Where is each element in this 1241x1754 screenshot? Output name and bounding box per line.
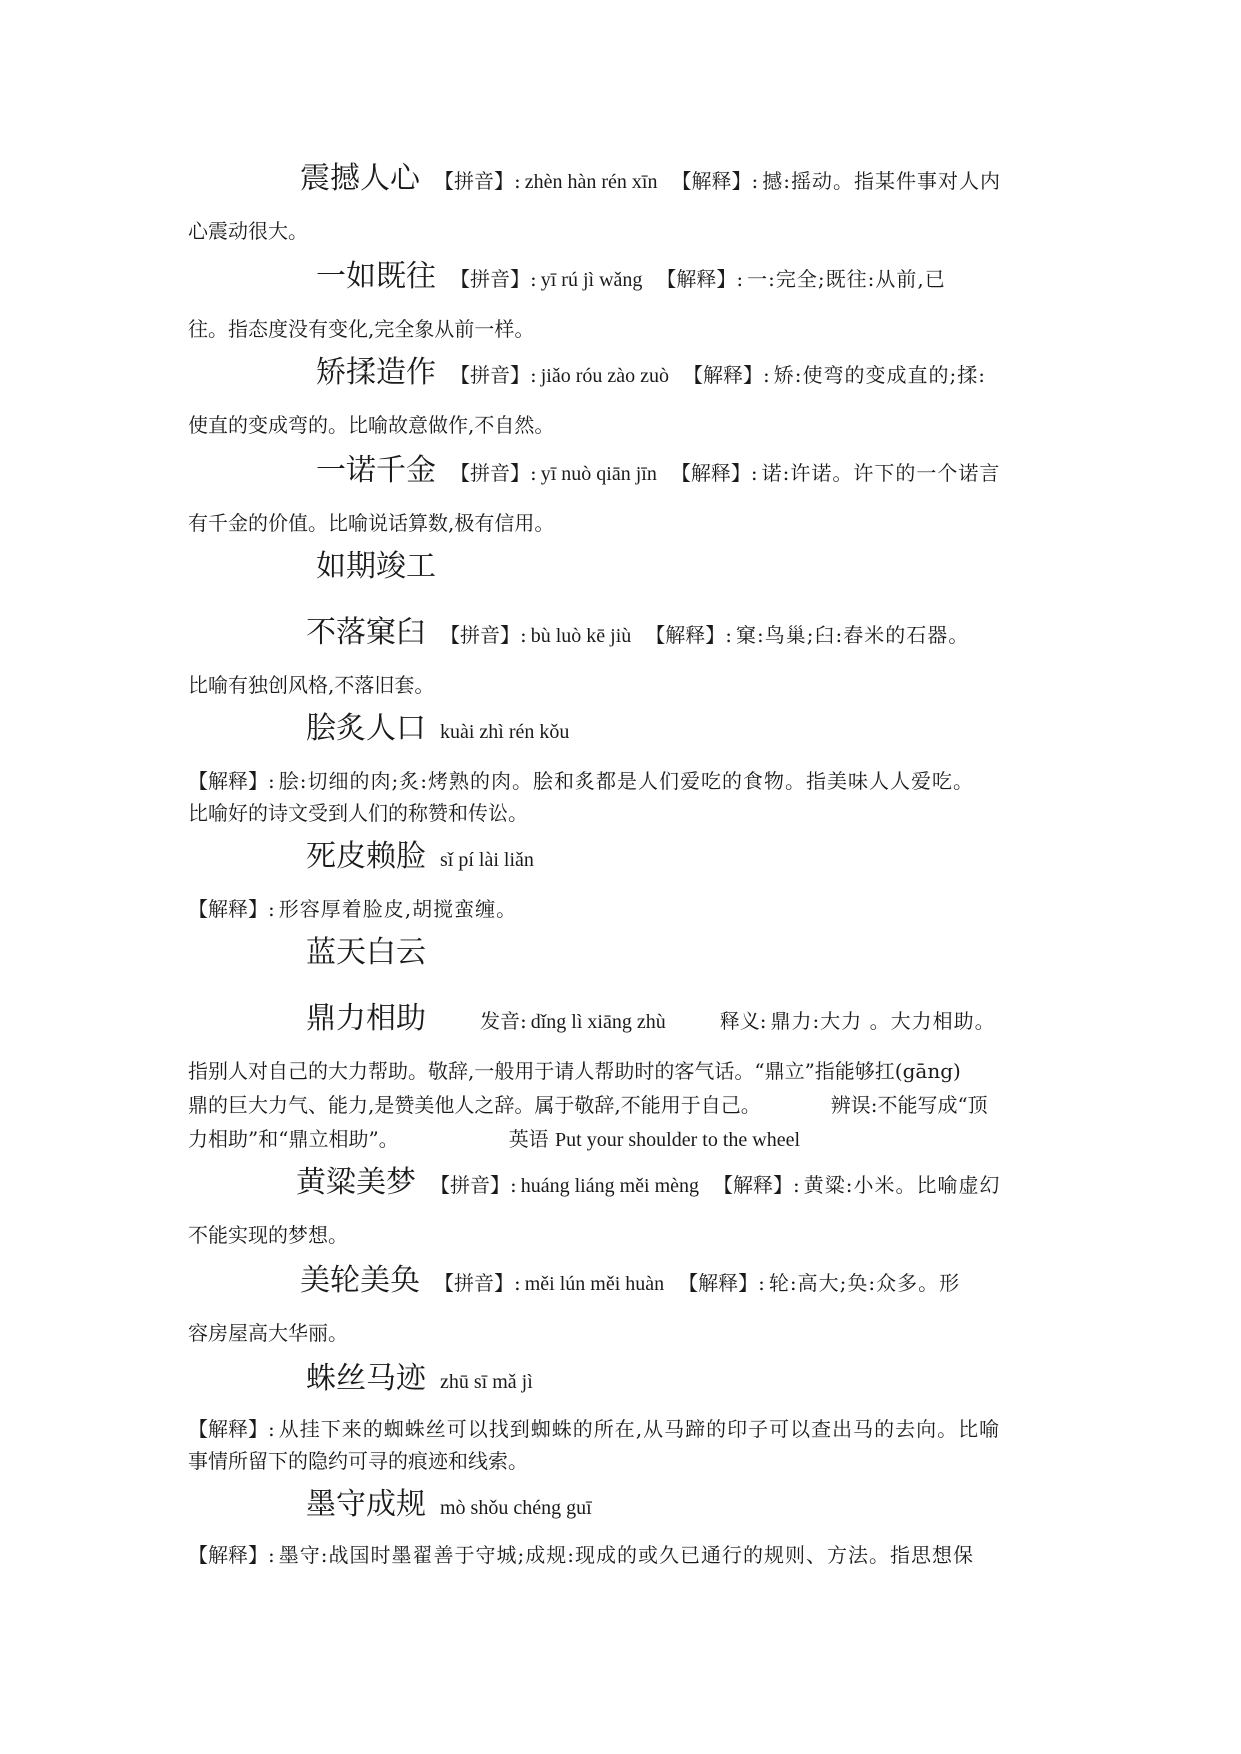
meaning-continuation: 比喻好的诗文受到人们的称赞和传讼。 — [188, 801, 528, 825]
meaning-continuation: 事情所留下的隐约可寻的痕迹和线索。 — [188, 1449, 528, 1473]
meaning-text: 从挂下来的蜘蛛丝可以找到蜘蛛的所在,从马蹄的印子可以查出马的去向。比喻 — [278, 1417, 1001, 1441]
idiom-entry — [306, 1361, 533, 1397]
pinyin: zhū sī mǎ jì — [440, 1371, 533, 1393]
idiom-entry — [316, 355, 986, 391]
idiom-title: 矫揉造作 — [316, 355, 436, 390]
meaning-tag: 【解释】: — [188, 1543, 275, 1567]
pinyin: sǐ pí lài liǎn — [440, 849, 534, 871]
meaning-line — [188, 1414, 1000, 1444]
meaning-line — [188, 894, 517, 924]
correction-note: 辨误:不能写成“顶 — [830, 1093, 988, 1117]
idiom-title: 死皮赖脸 — [306, 839, 426, 874]
meaning-tag: 【解释】: — [645, 623, 733, 647]
meaning-tag: 【解释】: — [188, 897, 275, 921]
idiom-entry — [316, 453, 1001, 489]
meaning-text: 轮:高大;奂:众多。形 — [768, 1271, 961, 1295]
pinyin: měi lún měi huàn — [524, 1273, 665, 1295]
idiom-title: 脍炙人口 — [306, 711, 426, 746]
pinyin: zhèn hàn rén xīn — [524, 171, 658, 193]
pinyin-tag: 【拼音】: — [430, 1173, 517, 1197]
pinyin-tag: 【拼音】: — [450, 363, 537, 387]
meaning-text: 墨守:战国时墨翟善于守城;成规:现成的或久已通行的规则、方法。指思想保 — [278, 1543, 974, 1567]
idiom-entry — [306, 935, 440, 970]
meaning-text: 形容厚着脸皮,胡搅蛮缠。 — [278, 897, 518, 921]
meaning-text: 脍:切细的肉;炙:烤熟的肉。脍和炙都是人们爱吃的食物。指美味人人爱吃。 — [278, 769, 974, 793]
idiom-entry — [316, 259, 946, 295]
idiom-entry — [306, 1001, 996, 1037]
meaning-tag: 【解释】: — [683, 363, 770, 387]
pronunciation-label: 发音: — [480, 1009, 527, 1033]
pinyin-tag: 【拼音】: — [450, 267, 537, 291]
meaning-tag: 【解释】: — [678, 1271, 765, 1295]
pinyin-tag: 【拼音】: — [434, 1271, 521, 1295]
definition-text: 鼎力:大力 。大力相助。 — [770, 1009, 996, 1033]
idiom-entry — [300, 161, 1001, 197]
pinyin: yī rú jì wǎng — [540, 269, 643, 291]
idiom-entry — [306, 1487, 592, 1523]
pinyin: kuài zhì rén kǒu — [440, 721, 570, 743]
meaning-text: 矫:使弯的变成直的;揉: — [773, 363, 986, 387]
idiom-title: 蓝天白云 — [306, 935, 426, 970]
definition-continuation: 指别人对自己的大力帮助。敬辞,一般用于请人帮助时的客气话。“鼎立”指能够扛(gāng) — [188, 1059, 961, 1083]
definition-continuation — [188, 1124, 800, 1155]
idiom-title: 墨守成规 — [306, 1487, 426, 1522]
meaning-text: 窠:鸟巢;臼:舂米的石器。 — [736, 623, 970, 647]
idiom-title: 如期竣工 — [316, 549, 436, 584]
pinyin: mò shǒu chéng guī — [440, 1497, 592, 1519]
idiom-title: 黄粱美梦 — [296, 1165, 416, 1200]
english-label: 英语 — [508, 1127, 549, 1151]
pinyin-tag: 【拼音】: — [440, 623, 527, 647]
meaning-continuation: 使直的变成弯的。比喻故意做作,不自然。 — [188, 413, 555, 437]
idiom-entry — [306, 711, 570, 747]
meaning-text: 撼:摇动。指某件事对人内 — [762, 169, 1001, 193]
idiom-title: 不落窠臼 — [306, 615, 426, 650]
english-translation: Put your shoulder to the wheel — [555, 1129, 801, 1151]
idiom-title: 一如既往 — [316, 259, 436, 294]
pinyin: jiǎo róu zào zuò — [540, 365, 670, 387]
meaning-tag: 【解释】: — [188, 1417, 275, 1441]
meaning-line — [188, 1540, 974, 1570]
idiom-title: 一诺千金 — [316, 453, 436, 488]
idiom-entry — [316, 549, 450, 584]
idiom-entry — [296, 1165, 1001, 1201]
meaning-tag: 【解释】: — [188, 769, 275, 793]
meaning-continuation: 有千金的价值。比喻说话算数,极有信用。 — [188, 511, 555, 535]
definition-text: 力相助”和“鼎立相助”。 — [188, 1127, 399, 1151]
meaning-continuation: 心震动很大。 — [188, 219, 308, 243]
pinyin: dǐng lì xiāng zhù — [530, 1011, 666, 1033]
pinyin: huáng liáng měi mèng — [520, 1175, 700, 1197]
idiom-entry — [306, 615, 970, 651]
definition-label: 释义: — [719, 1009, 767, 1033]
meaning-tag: 【解释】: — [713, 1173, 800, 1197]
meaning-continuation: 往。指态度没有变化,完全象从前一样。 — [188, 317, 535, 341]
meaning-continuation: 不能实现的梦想。 — [188, 1223, 348, 1247]
meaning-continuation: 比喻有独创风格,不落旧套。 — [188, 673, 435, 697]
idiom-title: 震撼人心 — [300, 161, 420, 196]
pinyin-tag: 【拼音】: — [434, 169, 521, 193]
meaning-text: 黄粱:小米。比喻虚幻 — [803, 1173, 1001, 1197]
meaning-line — [188, 766, 974, 796]
idiom-entry — [300, 1263, 961, 1299]
meaning-tag: 【解释】: — [670, 461, 758, 485]
pinyin: bù luò kē jiù — [530, 625, 632, 647]
meaning-tag: 【解释】: — [671, 169, 759, 193]
meaning-text: 诺:许诺。许下的一个诺言 — [761, 461, 1001, 485]
meaning-text: 一:完全;既往:从前,已 — [747, 267, 946, 291]
pinyin: yī nuò qiān jīn — [540, 463, 657, 485]
meaning-continuation: 容房屋高大华丽。 — [188, 1321, 348, 1345]
idiom-title: 鼎力相助 — [306, 1001, 426, 1036]
pinyin-tag: 【拼音】: — [450, 461, 537, 485]
meaning-tag: 【解释】: — [656, 267, 744, 291]
definition-text: 鼎的巨大力气、能力,是赞美他人之辞。属于敬辞,不能用于自己。 — [188, 1093, 761, 1117]
idiom-title: 蛛丝马迹 — [306, 1361, 426, 1396]
definition-continuation — [188, 1090, 988, 1120]
idiom-entry — [306, 839, 534, 875]
idiom-title: 美轮美奂 — [300, 1263, 420, 1298]
